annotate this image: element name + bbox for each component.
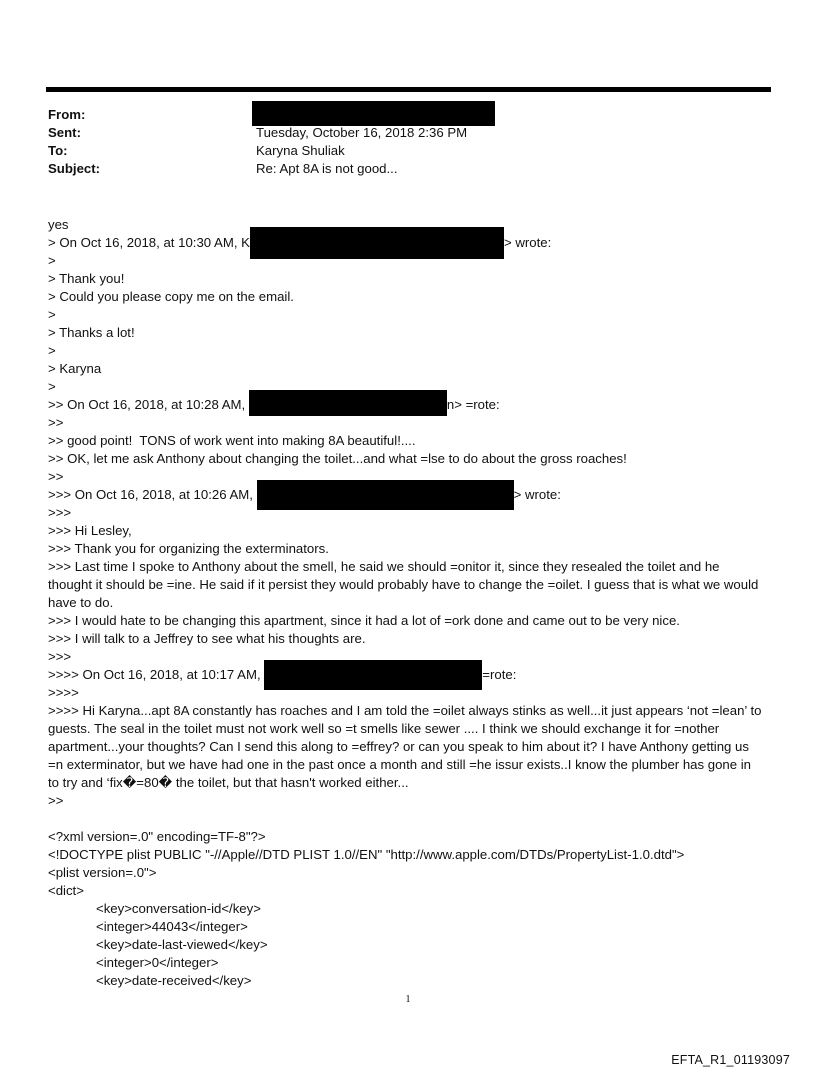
xml-line: <!DOCTYPE plist PUBLIC "-//Apple//DTD PLIST 1.0//EN" "http://www.apple.com/DTDs/PropertyList-1.0.dtd"> xyxy=(48,847,685,862)
quote-header-suffix: n> =rote: xyxy=(446,397,500,412)
xml-line: <integer>0</integer> xyxy=(96,955,219,970)
body-line: >>> I would hate to be changing this apartment, since it had a lot of =ork done and came out to be very nice. xyxy=(48,613,680,628)
xml-line: <integer>44043</integer> xyxy=(96,919,248,934)
body-line: >>> xyxy=(48,649,72,664)
quote-header-line xyxy=(48,666,764,684)
body-line: > Karyna xyxy=(48,361,102,376)
body-line: > xyxy=(48,379,56,394)
from-row xyxy=(48,106,748,124)
subject-row xyxy=(48,160,748,178)
body-line: >> xyxy=(48,469,64,484)
redaction-block xyxy=(249,390,447,416)
body-paragraph: >>> Last time I spoke to Anthony about the smell, he said we should =onitor it, since they resealed the toilet and he thought it should be =ine. He said if it persist they would probably have to change the =oilet. I guess that is what we would have to do. xyxy=(48,559,759,610)
xml-line: <key>date-received</key> xyxy=(96,973,252,988)
quote-header-line xyxy=(48,396,764,414)
xml-line: <?xml version=.0" encoding=TF-8"?> xyxy=(48,829,266,844)
quote-header-suffix: > wrote: xyxy=(503,235,552,250)
body-line: > Could you please copy me on the email. xyxy=(48,289,294,304)
xml-line: <plist version=.0"> xyxy=(48,865,157,880)
document-id: EFTA_R1_01193097 xyxy=(671,1053,790,1067)
email-header xyxy=(48,106,748,178)
quote-header-line xyxy=(48,234,764,252)
sent-label: Sent: xyxy=(48,125,81,140)
to-label: To: xyxy=(48,143,68,158)
body-line: > Thanks a lot! xyxy=(48,325,135,340)
subject-label: Subject: xyxy=(48,161,101,176)
body-line: >>> Hi Lesley, xyxy=(48,523,132,538)
sent-value: Tuesday, October 16, 2018 2:36 PM xyxy=(256,125,468,140)
to-value: Karyna Shuliak xyxy=(256,143,345,158)
from-label: From: xyxy=(48,107,86,122)
quote-header-line xyxy=(48,486,764,504)
subject-value: Re: Apt 8A is not good... xyxy=(256,161,398,176)
body-line: >> good point! TONS of work went into making 8A beautiful!.... xyxy=(48,433,416,448)
quote-header-text: >>>> On Oct 16, 2018, at 10:17 AM, xyxy=(48,667,265,682)
body-line: yes xyxy=(48,217,69,232)
body-paragraph: >>>> Hi Karyna...apt 8A constantly has roaches and I am told the =oilet always stinks as well...it just appears ‘not =lean’ to guests. The seal in the toilet must not work well so =t smells like sewer .... I think we should exchange it for =nother apartment...your thoughts? Can I send this along to =effrey? or can you speak to him about it? I have Anthony getting us =n exterminator, but we have had one in the past once a month and still =he issur exists..I know the plumber has gone in to try and ‘fix�=80� the toilet, but that hasn't worked either... xyxy=(48,703,762,790)
from-redaction xyxy=(252,101,495,126)
body-line: >>>> xyxy=(48,685,79,700)
sent-row xyxy=(48,124,748,142)
page-number: 1 xyxy=(405,994,411,1005)
quote-header-text: >>> On Oct 16, 2018, at 10:26 AM, xyxy=(48,487,257,502)
body-line: >>> I will talk to a Jeffrey to see what his thoughts are. xyxy=(48,631,366,646)
xml-line: <dict> xyxy=(48,883,84,898)
header-rule xyxy=(46,87,771,92)
xml-line: <key>conversation-id</key> xyxy=(96,901,261,916)
body-line: >> OK, let me ask Anthony about changing the toilet...and what =lse to do about the gross roaches! xyxy=(48,451,627,466)
body-line: >>> Thank you for organizing the exterminators. xyxy=(48,541,329,556)
body-line: > xyxy=(48,307,56,322)
quote-header-suffix: > wrote: xyxy=(513,487,561,502)
body-line: >>> xyxy=(48,505,72,520)
spacer xyxy=(48,810,764,828)
quote-header-text: > On Oct 16, 2018, at 10:30 AM, K xyxy=(48,235,250,250)
body-line: >> xyxy=(48,793,64,808)
quote-header-suffix: =rote: xyxy=(482,667,517,682)
body-line: > xyxy=(48,253,56,268)
email-body xyxy=(48,216,764,990)
to-row xyxy=(48,142,748,160)
body-line: >> xyxy=(48,415,64,430)
body-line: > Thank you! xyxy=(48,271,125,286)
xml-line: <key>date-last-viewed</key> xyxy=(96,937,268,952)
body-line: > xyxy=(48,343,56,358)
quote-header-text: >> On Oct 16, 2018, at 10:28 AM, xyxy=(48,397,249,412)
